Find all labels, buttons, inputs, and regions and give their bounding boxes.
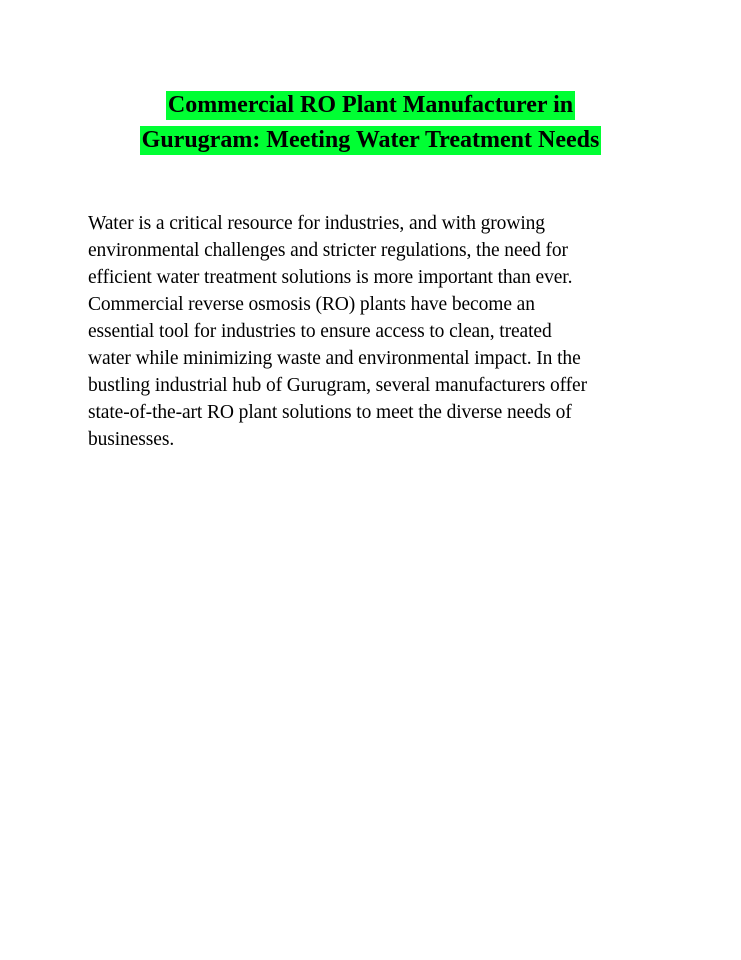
body-line: Water is a critical resource for industries, and with growing — [88, 213, 545, 234]
body-line: efficient water treatment solutions is more important than ever. — [88, 267, 573, 288]
body-line: essential tool for industries to ensure access to clean, treated — [88, 321, 552, 342]
body-line: bustling industrial hub of Gurugram, several manufacturers offer — [88, 375, 588, 396]
title-line-2: Gurugram: Meeting Water Treatment Needs — [141, 127, 600, 153]
body-line: environmental challenges and stricter regulations, the need for — [88, 240, 568, 261]
body-line: Commercial reverse osmosis (RO) plants have become an — [88, 294, 535, 315]
body-line: water while minimizing waste and environmental impact. In the — [88, 348, 581, 369]
body-paragraph — [88, 210, 668, 453]
document-title — [60, 88, 681, 158]
title-line-1: Commercial RO Plant Manufacturer in — [167, 92, 574, 118]
body-line: state-of-the-art RO plant solutions to meet the diverse needs of — [88, 402, 572, 423]
body-line: businesses. — [88, 429, 175, 450]
